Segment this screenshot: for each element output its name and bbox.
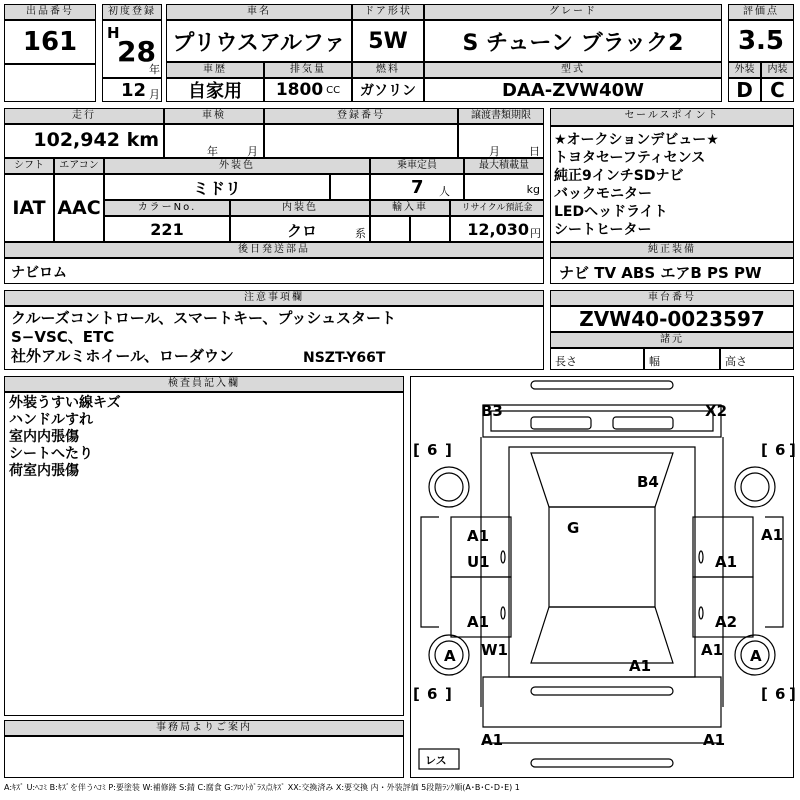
- inspector-note: 外装うすい線キズ: [9, 395, 121, 411]
- registration-number-label: 登録番号: [264, 108, 458, 124]
- sales-point: シートヒーター: [554, 222, 652, 238]
- seating-capacity-unit: 人: [439, 185, 450, 198]
- chassis-number: ZVW40-0023597: [550, 306, 794, 332]
- lot-number-blank: [4, 64, 96, 102]
- office-notice-label: 事務局よりご案内: [4, 720, 404, 736]
- year-unit: 年: [149, 63, 160, 76]
- factory-equipment-cell: [550, 258, 794, 284]
- factory-equipment-label: 純正装備: [550, 242, 794, 258]
- note-line: S−VSC、ETC: [11, 328, 115, 346]
- car-name-label: 車名: [166, 4, 352, 20]
- mileage-label: 走行: [4, 108, 164, 124]
- damage-mark-b4: B4: [637, 473, 659, 491]
- tire-depth-right-top: 6: [775, 441, 786, 459]
- width-cell: [644, 348, 720, 370]
- registration-year: 28: [117, 35, 156, 68]
- svg-text:]: ]: [789, 441, 796, 459]
- sales-points-list: [550, 126, 794, 242]
- transfer-deadline-cell: [458, 124, 544, 158]
- note-line: クルーズコントロール、スマートキー、プッシュスタート: [11, 309, 397, 327]
- model-code-label: 型式: [424, 62, 722, 78]
- door-type-label: ドア形状: [352, 4, 424, 20]
- damage-mark-w1: W1: [481, 641, 508, 659]
- transfer-day-unit: 日: [529, 145, 540, 158]
- inspection-month-unit: 月: [247, 145, 258, 158]
- svg-text:[: [: [413, 685, 420, 703]
- damage-mark-a1-bottom-right: A1: [703, 731, 726, 749]
- svg-text:[: [: [761, 685, 768, 703]
- width-label: 幅: [649, 355, 660, 368]
- grade-label: グレード: [424, 4, 722, 20]
- notes-label: 注意事項欄: [4, 290, 544, 306]
- interior-grade: C: [761, 78, 794, 102]
- fuel-label: 燃料: [352, 62, 424, 78]
- sales-point: バックモニター: [554, 186, 652, 202]
- mileage: 102,942: [33, 129, 120, 151]
- transfer-deadline-label: 譲渡書類期限: [458, 108, 544, 124]
- import-label: 輸入車: [370, 200, 450, 216]
- first-registration-label: 初度登録: [102, 4, 162, 20]
- recycle-fee-unit: 円: [530, 227, 541, 240]
- damage-mark-a1-right-top: A1: [761, 526, 784, 544]
- svg-text:]: ]: [789, 685, 796, 703]
- max-load-cell: [464, 174, 544, 200]
- damage-mark-a1-left: A1: [467, 527, 490, 545]
- air-conditioner-label: エアコン: [54, 158, 104, 174]
- seating-capacity-label: 乗車定員: [370, 158, 464, 174]
- displacement-label: 排気量: [264, 62, 352, 78]
- svg-text:[: [: [761, 441, 768, 459]
- exterior-color-label: 外装色: [104, 158, 370, 174]
- first-registration-year: [102, 20, 162, 78]
- note-navi-model: NSZT-Y66T: [303, 350, 386, 366]
- registration-number-cell: [264, 124, 458, 158]
- max-load-unit: kg: [526, 183, 540, 196]
- car-name: プリウスアルファ: [166, 20, 352, 62]
- damage-mark-a-right: A: [750, 647, 762, 665]
- note-line: 社外アルミホイール、ローダウン: [11, 347, 234, 365]
- inspector-note: ハンドルすれ: [9, 412, 93, 428]
- month-unit: 月: [149, 88, 160, 101]
- lot-number-label: 出品番号: [4, 4, 96, 20]
- height-label: 高さ: [725, 355, 747, 368]
- interior-color-unit: 系: [355, 227, 366, 240]
- tire-depth-left-bottom: 6: [427, 685, 438, 703]
- inspector-note: 荷室内張傷: [9, 463, 79, 479]
- recycle-fee: 12,030: [467, 220, 529, 239]
- era: H: [107, 24, 120, 42]
- sales-point: 純正9インチSDナビ: [554, 168, 684, 184]
- length-label: 長さ: [555, 355, 577, 368]
- damage-mark-a1-center: A1: [629, 657, 652, 675]
- mileage-unit: km: [126, 129, 159, 151]
- lot-number: 161: [4, 20, 96, 64]
- spare-tire-les: レス: [425, 754, 447, 767]
- inspection-year-unit: 年: [207, 145, 218, 158]
- history: 自家用: [166, 78, 264, 102]
- inspector-note: シートへたり: [9, 446, 93, 462]
- sales-point: LEDヘッドライト: [554, 204, 668, 220]
- damage-mark-a1-right-lower: A1: [701, 641, 724, 659]
- later-parts-cell: [4, 258, 544, 284]
- exterior-color: ミドリ: [104, 174, 330, 200]
- import-cell-2: [410, 216, 450, 242]
- registration-month: 12: [121, 80, 147, 101]
- damage-legend: A:ｷｽﾞ U:ﾍｺﾐ B:ｷｽﾞを伴うﾍｺﾐ P:要塗装 W:補修跡 S:錆 C:腐食 G:ﾌﾛﾝﾄｶﾞﾗｽ点ｷｽﾞ XX:交換済み X:要交換 内・外装評価 5段階ﾗﾝｸ順(A･B･C･D･E) 1: [4, 783, 520, 792]
- displacement-unit: CC: [326, 84, 341, 96]
- office-notice-cell: [4, 736, 404, 778]
- damage-mark-b3: B3: [481, 402, 503, 420]
- interior-color: クロ: [287, 222, 318, 240]
- grade: S チューン ブラック2: [424, 20, 722, 62]
- notes-list: [4, 306, 544, 370]
- fuel: ガソリン: [352, 78, 424, 102]
- sales-point: トヨタセーフティセンス: [554, 150, 706, 166]
- damage-mark-a1-left-lower: A1: [467, 613, 490, 631]
- seating-capacity-cell: [370, 174, 464, 200]
- damage-mark-u1: U1: [467, 553, 490, 571]
- interior-color-label: 内装色: [230, 200, 370, 216]
- score: 3.5: [728, 20, 794, 62]
- displacement: 1800: [275, 80, 324, 100]
- exterior-grade: D: [728, 78, 761, 102]
- door-type: 5W: [352, 20, 424, 62]
- damage-mark-x2: X2: [705, 402, 728, 420]
- damage-mark-a-left: A: [444, 647, 456, 665]
- sales-points-label: セールスポイント: [550, 108, 794, 126]
- tire-depth-right-bottom: 6: [775, 685, 786, 703]
- first-registration-month: [102, 78, 162, 102]
- model-code: DAA-ZVW40W: [424, 78, 722, 102]
- factory-equipment: ナビ TV ABS エアB PS PW: [559, 264, 762, 282]
- svg-text:]: ]: [445, 685, 452, 703]
- damage-mark-g: G: [567, 519, 580, 537]
- recycle-fee-label: リサイクル預託金: [450, 200, 544, 216]
- specs-label: 諸元: [550, 332, 794, 348]
- inspector-notes-list: [4, 392, 404, 716]
- color-number-label: カラーNo.: [104, 200, 230, 216]
- shift-label: シフト: [4, 158, 54, 174]
- inspection-cell: [164, 124, 264, 158]
- color-number: 221: [104, 216, 230, 242]
- displacement-cell: [264, 78, 352, 102]
- car-diagram-frame: [410, 376, 794, 778]
- recycle-fee-cell: [450, 216, 544, 242]
- damage-mark-a1-bottom-left: A1: [481, 731, 504, 749]
- interior-grade-label: 内装: [761, 62, 794, 78]
- transfer-month-unit: 月: [489, 145, 500, 158]
- chassis-number-label: 車台番号: [550, 290, 794, 306]
- damage-mark-a1-right-mid: A1: [715, 553, 738, 571]
- interior-color-cell: [230, 216, 370, 242]
- seating-capacity: 7: [411, 177, 424, 198]
- tire-depth-left-top: 6: [427, 441, 438, 459]
- svg-text:[: [: [413, 441, 420, 459]
- later-parts: ナビロム: [11, 265, 67, 281]
- length-cell: [550, 348, 644, 370]
- exterior-color-extra: [330, 174, 370, 200]
- inspector-note: 室内内張傷: [9, 429, 79, 445]
- inspector-notes-label: 検査員記入欄: [4, 376, 404, 392]
- sales-point: ★オークションデビュー★: [554, 132, 719, 148]
- damage-mark-a2: A2: [715, 613, 738, 631]
- inspection-label: 車検: [164, 108, 264, 124]
- score-label: 評価点: [728, 4, 794, 20]
- history-label: 車歴: [166, 62, 264, 78]
- exterior-grade-label: 外装: [728, 62, 761, 78]
- car-diagram: [411, 377, 796, 777]
- height-cell: [720, 348, 794, 370]
- import-cell-1: [370, 216, 410, 242]
- svg-text:]: ]: [445, 441, 452, 459]
- mileage-cell: [4, 124, 164, 158]
- shift: IAT: [4, 174, 54, 242]
- max-load-label: 最大積載量: [464, 158, 544, 174]
- air-conditioner: AAC: [54, 174, 104, 242]
- later-parts-label: 後日発送部品: [4, 242, 544, 258]
